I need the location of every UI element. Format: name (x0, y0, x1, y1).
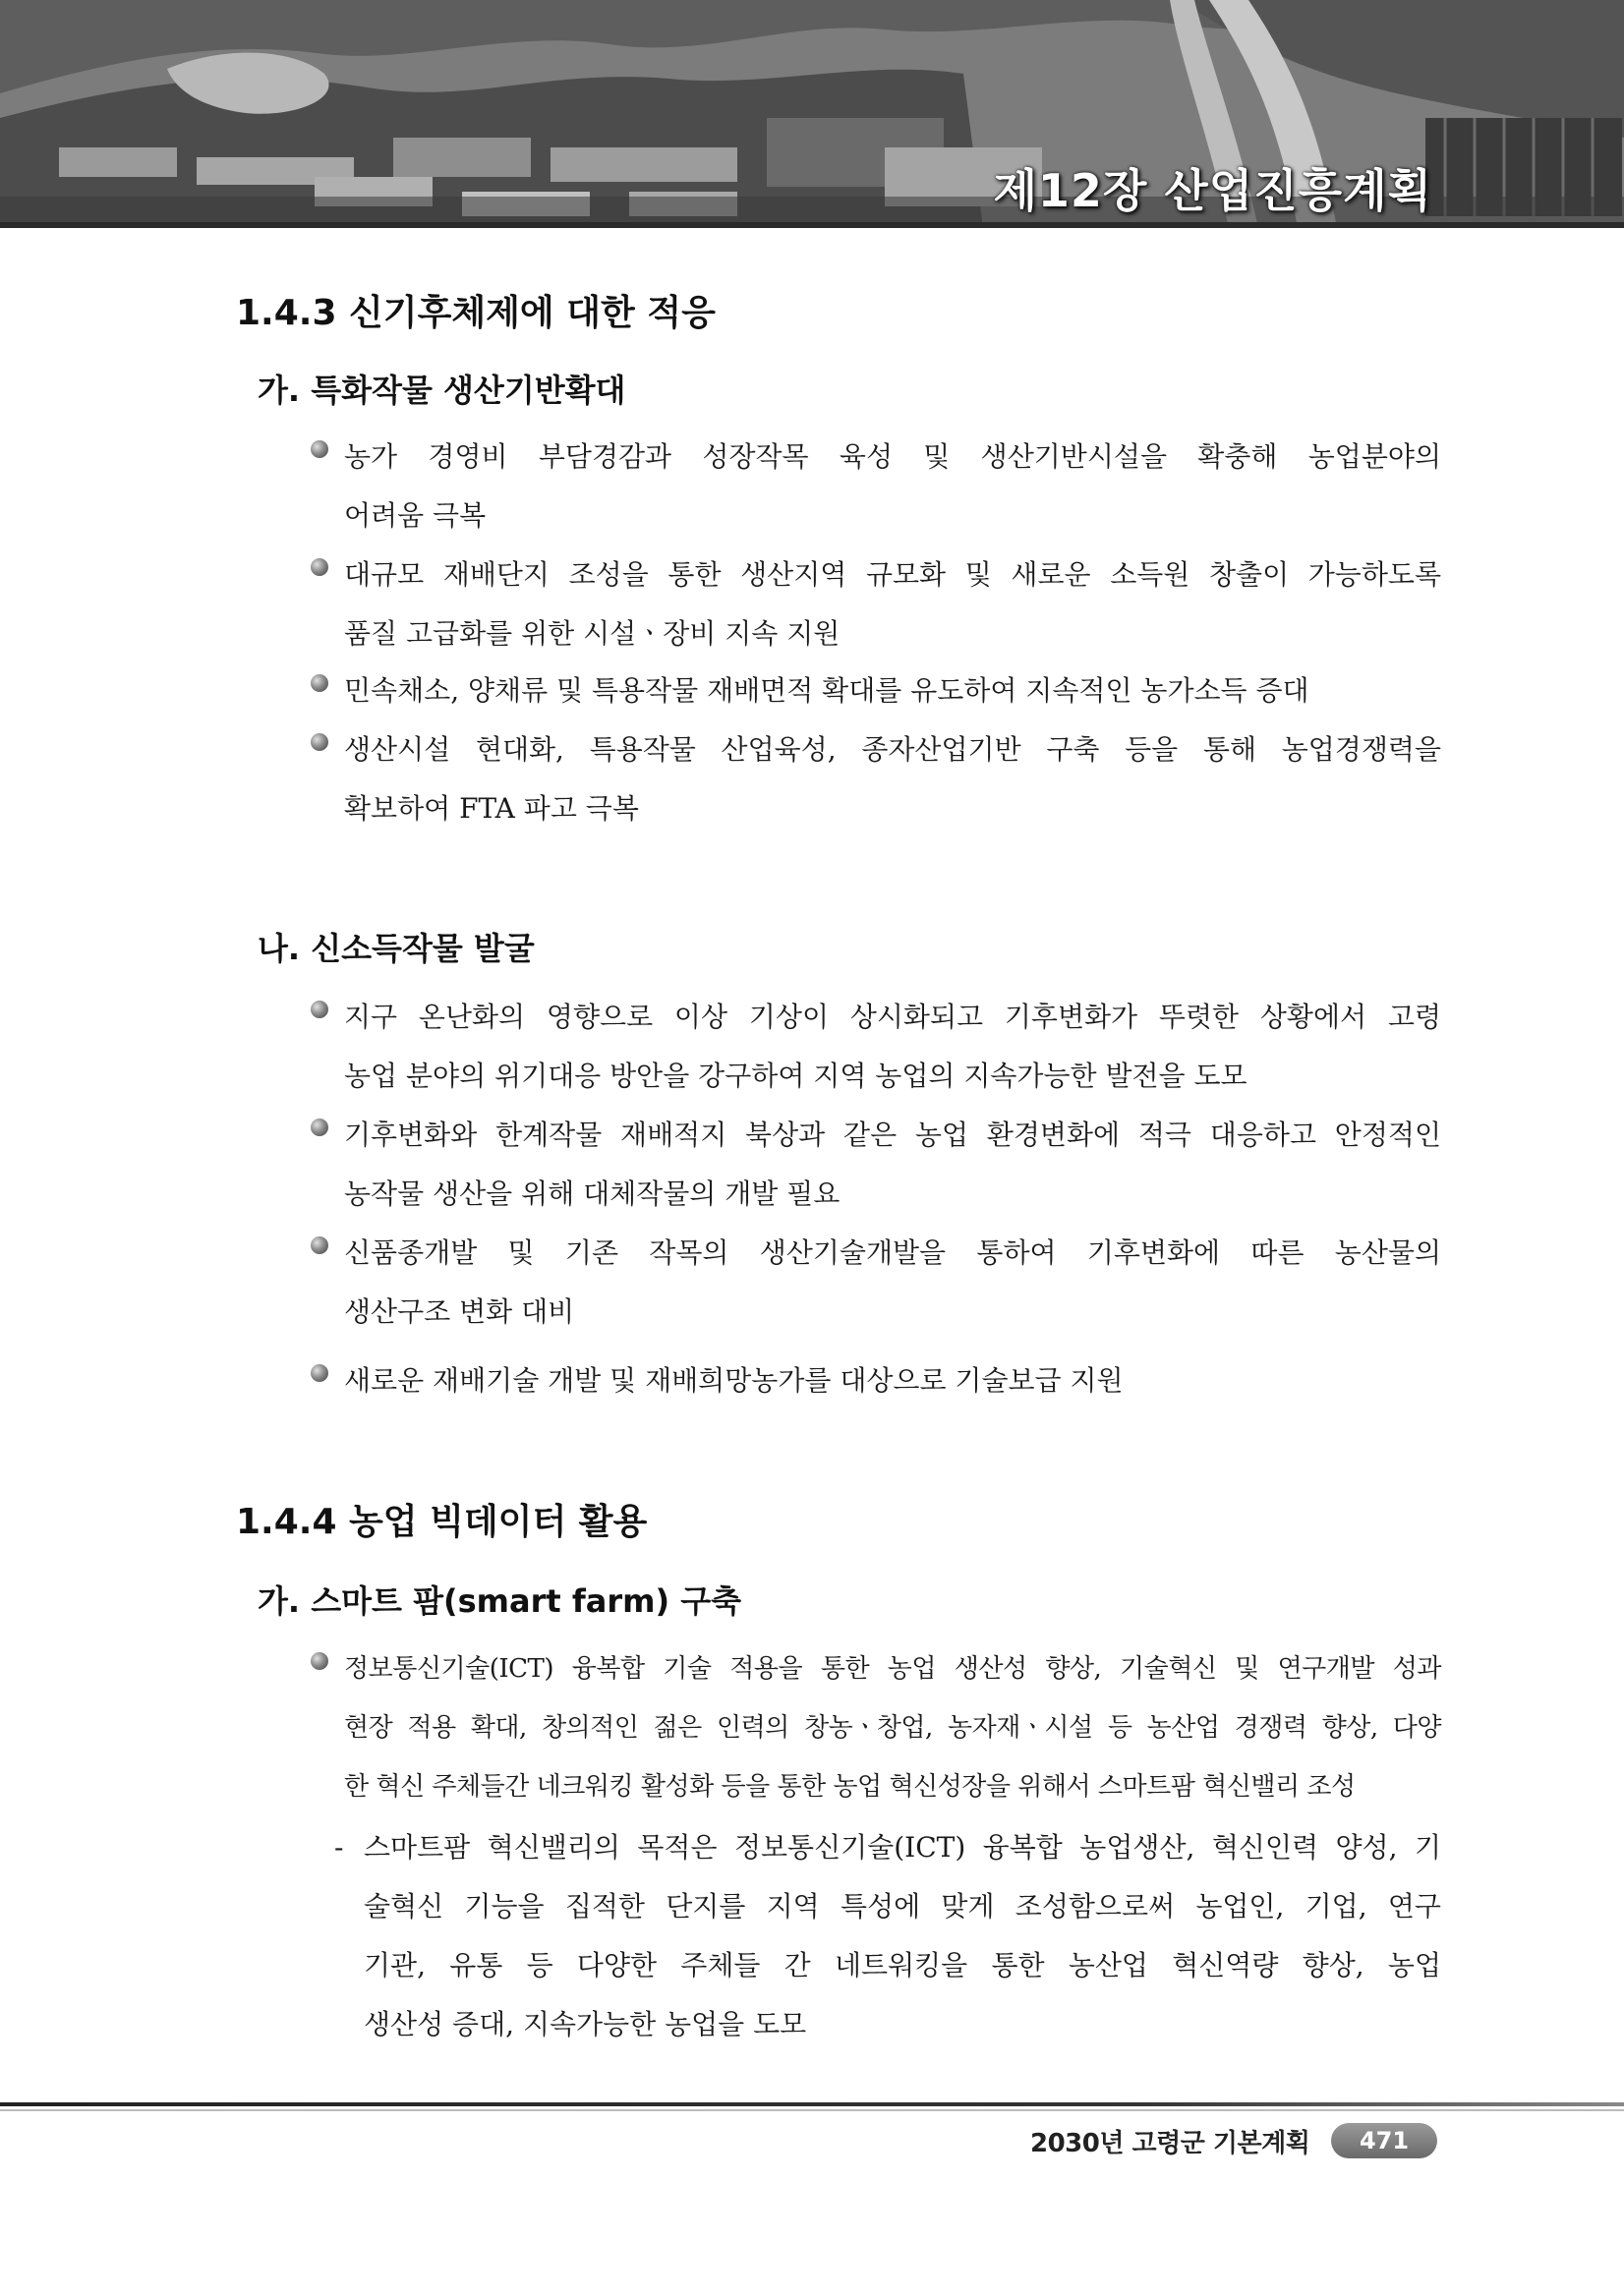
bullet-line: 농작물 생산을 위해 대체작물의 개발 필요 (344, 1177, 841, 1210)
bullet-item (311, 720, 1441, 838)
dash-line: 생산성 증대, 지속가능한 농업을 도모 (364, 2008, 807, 2040)
bullet-icon (311, 558, 328, 576)
bullet-line: 어려움 극복 (344, 499, 487, 532)
bullet-line: 품질 고급화를 위한 시설ㆍ장비 지속 지원 (344, 617, 841, 650)
bullet-line: 민속채소, 양채류 및 특용작물 재배면적 확대를 유도하여 지속적인 농가소득 증대 (344, 674, 1309, 707)
dash-line: 기관, 유통 등 다양한 주체들 간 네트워킹을 통한 농산업 혁신역량 향상, 농업 (364, 1949, 1441, 1981)
bullet-line: 기후변화와 한계작물 재배적지 북상과 같은 농업 환경변화에 적극 대응하고 안정적인 (344, 1119, 1441, 1151)
footer-rule (0, 2102, 1624, 2106)
section-heading-1-4-3: 1.4.3 신기후체제에 대한 적응 (236, 293, 716, 333)
dash-marker: - (334, 1831, 344, 1864)
bullet-icon (311, 1364, 328, 1382)
bullet-icon (311, 1119, 328, 1136)
bullet-line: 생산시설 현대화, 특용작물 산업육성, 종자산업기반 구축 등을 통해 농업경쟁력을 (344, 733, 1441, 766)
dash-list-item (334, 1818, 1441, 2054)
bullet-item (311, 428, 1441, 545)
bullet-line: 한 혁신 주체들간 네크워킹 활성화 등을 통한 농업 혁신성장을 위해서 스마트팜 혁신밸리 조성 (344, 1772, 1356, 1802)
section-heading-1-4-4: 1.4.4 농업 빅데이터 활용 (236, 1502, 648, 1542)
bullet-item (311, 1639, 1441, 1816)
bullet-line: 생산구조 변화 대비 (344, 1295, 575, 1328)
bullet-line: 현장 적용 확대, 창의적인 젊은 인력의 창농ㆍ창업, 농자재ㆍ시설 등 농산업 경쟁력 향상, 다양 (344, 1713, 1441, 1743)
bullet-item (311, 1106, 1441, 1224)
dash-line: 술혁신 기능을 집적한 단지를 지역 특성에 맞게 조성함으로써 농업인, 기업, 연구 (364, 1890, 1441, 1923)
chapter-title: 제12장 산업진흥계획 (993, 164, 1432, 217)
page-number: 471 (1331, 2123, 1437, 2158)
subsection-heading-smart-farm: 가. 스마트 팜(smart farm) 구축 (258, 1582, 742, 1620)
bullet-line: 신품종개발 및 기존 작목의 생산기술개발을 통하여 기후변화에 따른 농산물의 (344, 1236, 1441, 1269)
bullet-icon (311, 440, 328, 458)
bullet-item (311, 1224, 1441, 1342)
subsection-heading-a: 가. 특화작물 생산기반확대 (258, 372, 626, 409)
bullet-icon (311, 674, 328, 692)
header-banner (0, 0, 1624, 228)
header-rule (0, 222, 1624, 228)
bullet-line: 정보통신기술(ICT) 융복합 기술 적용을 통한 농업 생산성 향상, 기술혁신 및 연구개발 성과 (344, 1654, 1441, 1684)
bullet-icon (311, 1236, 328, 1254)
bullet-line: 지구 온난화의 영향으로 이상 기상이 상시화되고 기후변화가 뚜렷한 상황에서 고령 (344, 1001, 1441, 1033)
bullet-item (311, 661, 1441, 720)
bullet-item (311, 988, 1441, 1106)
bullet-line: 농가 경영비 부담경감과 성장작목 육성 및 생산기반시설을 확충해 농업분야의 (344, 440, 1441, 473)
bullet-line: 확보하여 FTA 파고 극복 (344, 792, 639, 825)
dash-line: 스마트팜 혁신밸리의 목적은 정보통신기술(ICT) 융복합 농업생산, 혁신인력 양성, 기 (364, 1831, 1441, 1864)
bullet-icon (311, 1652, 328, 1670)
bullet-item (311, 545, 1441, 663)
bullet-item (311, 1351, 1441, 1410)
footer-rule-thin (0, 2109, 1624, 2111)
bullet-line: 새로운 재배기술 개발 및 재배희망농가를 대상으로 기술보급 지원 (344, 1364, 1124, 1397)
bullet-line: 농업 분야의 위기대응 방안을 강구하여 지역 농업의 지속가능한 발전을 도모 (344, 1060, 1247, 1092)
bullet-line: 대규모 재배단지 조성을 통한 생산지역 규모화 및 새로운 소득원 창출이 가능하도록 (344, 558, 1441, 591)
footer-document-title: 2030년 고령군 기본계획 (1030, 2129, 1310, 2158)
subsection-heading-b: 나. 신소득작물 발굴 (258, 930, 535, 967)
bullet-icon (311, 1001, 328, 1018)
bullet-icon (311, 733, 328, 751)
